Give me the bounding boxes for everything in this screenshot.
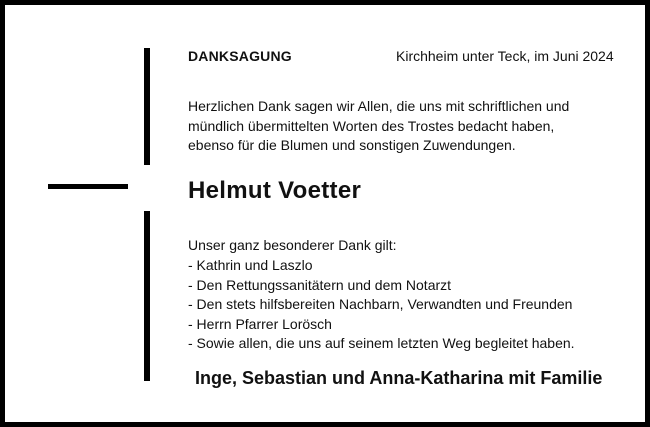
list-item: - Herrn Pfarrer Lorösch — [188, 315, 332, 332]
place-date: Kirchheim unter Teck, im Juni 2024 — [396, 48, 614, 64]
list-item: - Sowie allen, die uns auf seinem letzten Weg begleitet haben. — [188, 335, 575, 351]
list-item: - Den Rettungssanitätern und dem Notarzt — [188, 276, 452, 293]
family-signature: Inge, Sebastian und Anna-Katharina mit Familie — [195, 368, 603, 388]
list-item: - Kathrin und Laszlo — [188, 257, 313, 273]
notice-heading: DANKSAGUNG — [188, 48, 292, 64]
thanks-list — [188, 256, 575, 354]
cross-horizontal-bar — [48, 184, 128, 189]
deceased-name: Helmut Voetter — [188, 177, 362, 204]
thanks-lead: Unser ganz besonderer Dank gilt: — [188, 237, 397, 253]
obituary-notice — [5, 5, 645, 422]
cross-vertical-top — [144, 48, 150, 165]
intro-text: Herzlichen Dank sagen wir Allen, die uns mit schriftlichen und mündlich übermittelten Worten des Trostes bedacht haben, ebenso für die Blumen und sonstigen Zuwendungen. — [188, 98, 570, 153]
cross-vertical-bottom — [144, 211, 150, 381]
list-item: - Den stets hilfsbereiten Nachbarn, Verwandten und Freunden — [188, 296, 573, 312]
